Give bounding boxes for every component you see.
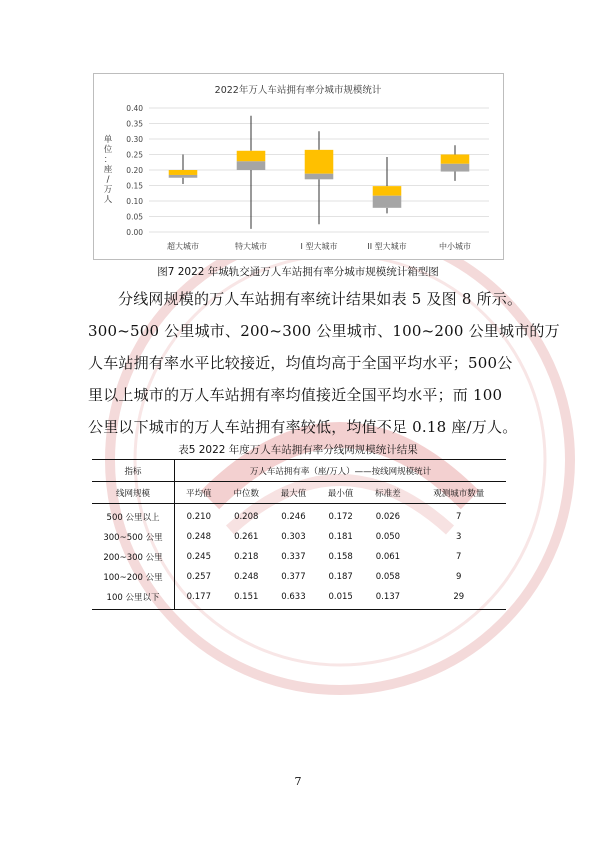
y-tick-label: 0.25 [126,150,143,160]
table-cell: 0.377 [281,572,306,582]
y-tick-label: 0.30 [126,135,143,144]
table-cell: 0.187 [328,572,353,582]
table-row [92,567,506,587]
table-row [92,587,506,610]
table-cell: 0.245 [186,552,211,562]
chart-title: 2022年万人车站拥有率分城市规模统计 [214,85,382,96]
table-cell: 0.248 [234,572,259,582]
y-axis-label-char: ： [103,155,113,165]
box-lower-quartile [305,174,334,180]
column-header: 中位数 [223,482,270,504]
box-lower-quartile [169,175,198,178]
table-caption: 表5 2022 年度万人车站拥有率分线网规模统计结果 [178,444,418,456]
table-cell: 0.151 [223,587,270,610]
table-cell: 0.026 [375,512,401,522]
table-cell: 29 [412,587,507,610]
group-header: 万人车站拥有率（座/万人）——按线网规模统计 [175,460,507,482]
x-category-label: II 型大城市 [367,242,407,251]
box-upper-quartile [373,186,402,196]
table-cell: 9 [456,572,462,582]
paragraph-line: 300~500 公里城市、200~300 公里城市、100~200 公里城市的万 [88,322,560,340]
table-cell: 0.633 [270,587,317,610]
x-category-label: 超大城市 [167,242,199,251]
table-cell: 0.218 [234,552,259,562]
box-plot-chart [93,73,504,260]
table-cell: 3 [456,532,462,542]
table-cell: 0.015 [317,587,364,610]
chart-canvas [94,74,503,259]
column-header: 平均值 [175,482,223,504]
table-cell: 0.050 [375,532,401,542]
x-category-label: 中小城市 [439,242,471,251]
box-upper-quartile [441,155,470,164]
y-tick-label: 0.40 [126,104,143,113]
y-tick-label: 0.05 [126,212,143,222]
y-tick-label: 0.20 [126,166,143,175]
y-axis-label-char: / [106,175,110,185]
table-cell: 0.208 [234,512,259,522]
table-cell: 0.303 [281,532,306,542]
body-paragraph [88,283,560,443]
table-cell: 0.158 [328,552,353,562]
column-header: 最大值 [270,482,317,504]
box-upper-quartile [237,151,266,162]
table-row [92,527,506,547]
table-cell: 0.337 [281,552,306,562]
column-header: 观测城市数量 [412,482,507,504]
table-row [92,504,506,528]
y-axis-label-char: 座 [103,165,113,175]
y-tick-label: 0.15 [126,181,143,191]
box-lower-quartile [237,161,266,170]
y-axis-label-char: 单 [103,135,113,145]
paragraph-line: 里以上城市的万人车站拥有率均值接近全国平均水平；而 100 [88,386,503,404]
paragraph-line: 公里以下城市的万人车站拥有率较低，均值不足 0.18 座/万人。 [88,418,518,436]
table-column-header-row [92,482,506,504]
table-row [92,547,506,567]
table-header-row [92,460,506,482]
table-cell: 7 [456,552,462,562]
table-cell: 0.137 [364,587,411,610]
y-axis-label-char: 位 [103,145,113,155]
table-cell: 0.246 [281,512,306,522]
row-header-label: 线网规模 [92,482,175,504]
figure-caption: 图7 2022 年城轨交通万人车站拥有率分城市规模统计箱型图 [157,266,439,278]
column-header: 最小值 [317,482,364,504]
x-category-label: 特大城市 [235,242,267,251]
table-cell: 0.210 [186,512,211,522]
table-cell: 0.172 [328,512,353,522]
row-label: 500 公里以上 [92,504,175,528]
table-cell: 0.058 [375,572,401,582]
box-lower-quartile [441,164,470,172]
table-cell: 0.061 [375,552,401,562]
table-cell: 0.261 [234,532,259,542]
stats-table [92,459,506,610]
y-axis-label-char: 万 [103,185,113,195]
page-number: 7 [294,775,302,788]
x-category-label: I 型大城市 [300,242,338,251]
table-cell: 0.248 [186,532,211,542]
y-tick-label: 0.10 [126,197,143,206]
table-cell: 0.257 [186,572,211,582]
box-upper-quartile [305,150,334,174]
row-label: 100 公里以下 [92,587,175,610]
row-label: 200~300 公里 [92,547,175,567]
table-cell: 0.181 [328,532,353,542]
table-cell: 7 [456,512,462,522]
y-axis-label-char: 人 [103,195,113,205]
paragraph-line: 人车站拥有率水平比较接近，均值均高于全国平均水平；500公 [88,354,513,372]
row-label: 100~200 公里 [92,567,175,587]
corner-header: 指标 [92,460,175,482]
column-header: 标准差 [364,482,411,504]
row-label: 300~500 公里 [92,527,175,547]
y-tick-label: 0.35 [126,119,143,129]
paragraph-line: 分线网规模的万人车站拥有率统计结果如表 5 及图 8 所示。 [118,290,523,308]
table-cell: 0.177 [175,587,223,610]
box-lower-quartile [373,196,402,208]
box-upper-quartile [169,170,198,175]
y-tick-label: 0.00 [126,228,143,237]
